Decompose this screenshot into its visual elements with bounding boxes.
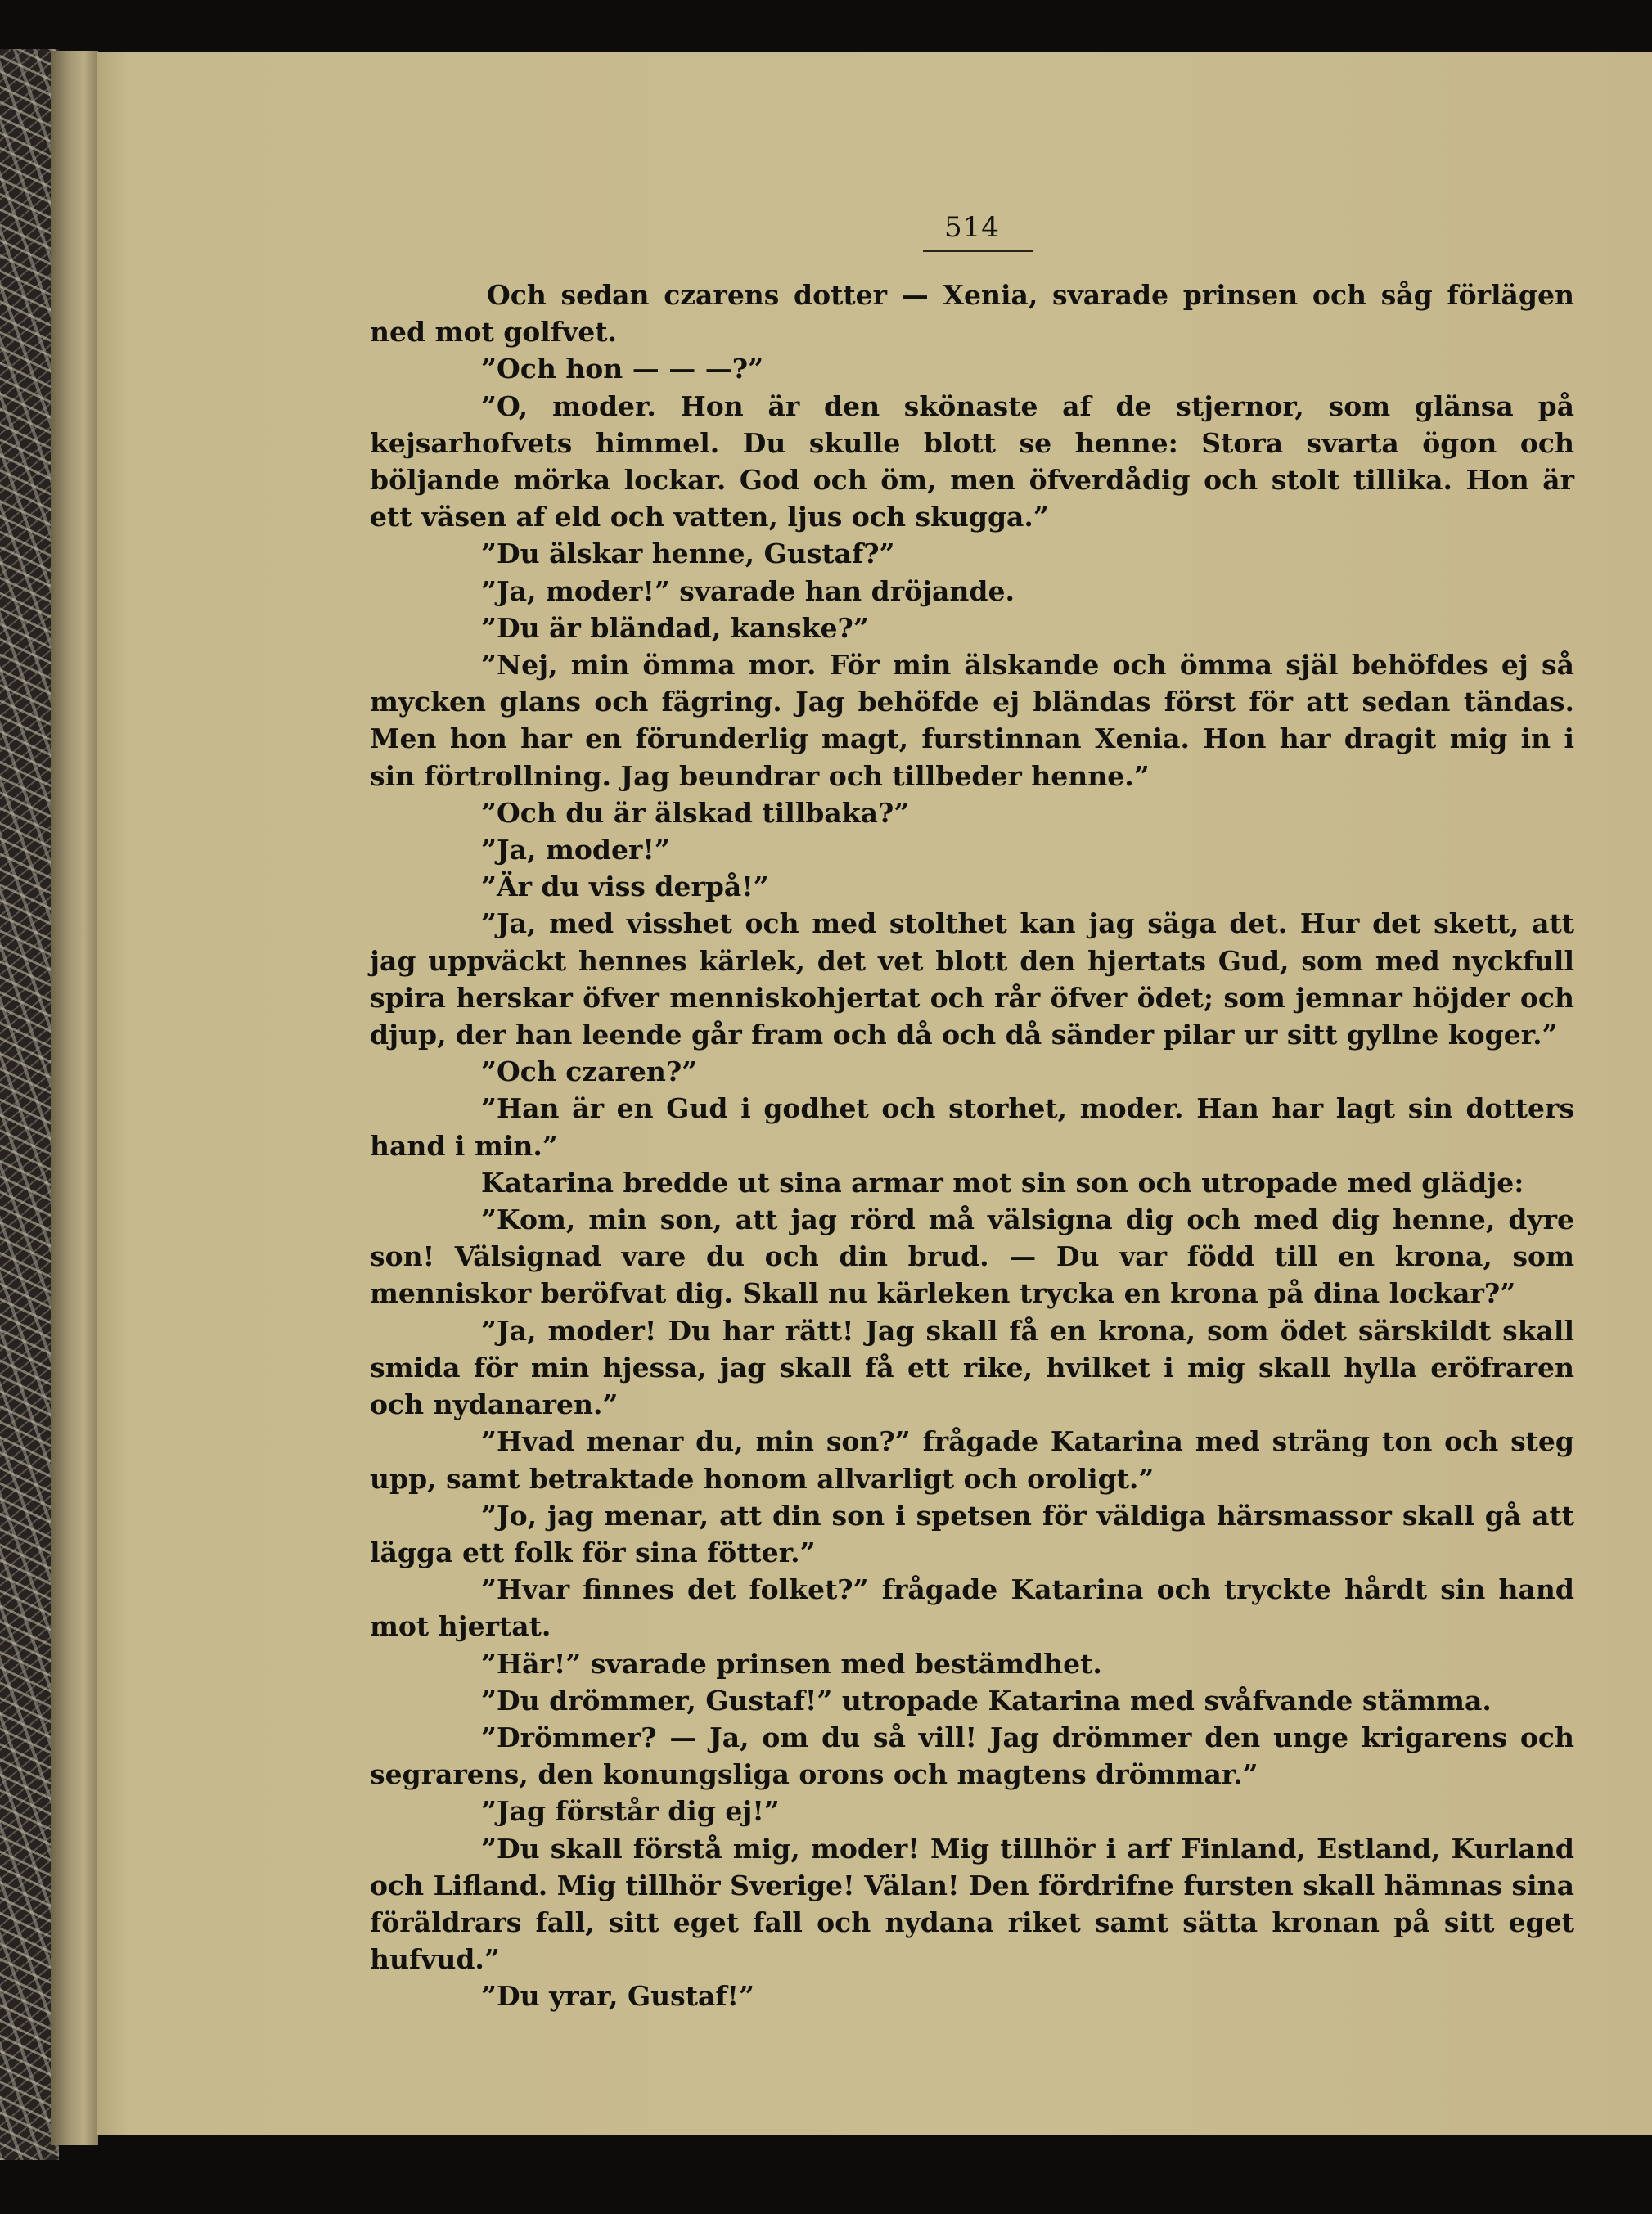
paragraph: ”Drömmer? — Ja, om du så vill! Jag drömmer den unge krigarens och segrarens, den konungsliga orons och magtens drömmar.” xyxy=(370,1721,1574,1791)
paragraph: ”Jag förstår dig ej!” xyxy=(481,1795,780,1828)
paragraph: ”Hvad menar du, min son?” frågade Katarina med sträng ton och steg upp, samt betraktade honom allvarligt och oroligt.” xyxy=(370,1425,1574,1495)
paragraph: ”Och czaren?” xyxy=(481,1055,698,1088)
paragraph: ”Kom, min son, att jag rörd må välsigna dig och med dig henne, dyre son! Välsignad vare du och din brud. — Du var född till en krona, som menniskor beröfvat dig. Skall nu kärleken trycka en krona på dina lockar?” xyxy=(370,1204,1574,1310)
paragraph: Och sedan czarens dotter — Xenia, svarade prinsen och såg förlägen ned mot golfvet. xyxy=(370,279,1574,349)
paragraph: ”Han är en Gud i godhet och storhet, moder. Han har lagt sin dotters hand i min.” xyxy=(370,1092,1574,1162)
paragraph: ”Hvar finnes det folket?” frågade Katarina och tryckte hårdt sin hand mot hjertat. xyxy=(370,1573,1574,1643)
paragraph: ”Du yrar, Gustaf!” xyxy=(481,1980,755,2013)
book-board-edge xyxy=(51,51,98,2145)
paragraph: ”Du är bländad, kanske?” xyxy=(481,611,869,644)
paragraph: ”Jo, jag menar, att din son i spetsen för väldiga härsmassor skall gå att lägga ett folk för sina fötter.” xyxy=(370,1499,1574,1568)
paragraph: ”Här!” svarade prinsen med bestämdhet. xyxy=(481,1647,1102,1680)
paragraph: ”Ja, moder!” svarade han dröjande. xyxy=(481,574,1015,607)
paragraph: ”Du älskar henne, Gustaf?” xyxy=(481,538,895,570)
page-number-rule xyxy=(923,250,1033,252)
paragraph: ”Du skall förstå mig, moder! Mig tillhör i arf Finland, Estland, Kurland och Lifland. Mig tillhör Sverige! Välan! Den fördrifne fursten skall hämnas sina föräldrars fall, sitt eget fall och nydana riket samt sätta kronan på sitt eget hufvud.” xyxy=(370,1832,1574,1976)
paragraph: ”Och du är älskad tillbaka?” xyxy=(481,796,910,829)
body-text xyxy=(370,277,1574,2015)
page-number: 514 xyxy=(944,211,1000,244)
paragraph: ”Ja, moder! Du har rätt! Jag skall få en krona, som ödet särskildt skall smida för min hjessa, jag skall få ett rike, hvilket i mig skall hylla eröfraren och nydanaren.” xyxy=(370,1314,1574,1421)
paragraph: ”Ja, moder!” xyxy=(481,834,670,866)
paragraph: ”Ja, med visshet och med stolthet kan jag säga det. Hur det skett, att jag uppväckt hennes kärlek, det vet blott den hjertats Gud, som med nyckfull spira herskar öfver menniskohjertat och rår öfver ödet; som jemnar höjder och djup, der han leende går fram och då och då sänder pilar ur sitt gyllne koger.” xyxy=(370,907,1574,1051)
paragraph: ”O, moder. Hon är den skönaste af de stjernor, som glänsa på kejsarhofvets himmel. Du skulle blott se henne: Stora svarta ögon och böljande mörka lockar. God och öm, men öfverdådig och stolt tillika. Hon är ett väsen af eld och vatten, ljus och skugga.” xyxy=(370,389,1574,533)
paragraph: Katarina bredde ut sina armar mot sin son och utropade med glädje: xyxy=(481,1166,1524,1199)
paragraph: ”Är du viss derpå!” xyxy=(481,871,769,903)
paragraph: ”Och hon — — —?” xyxy=(481,353,764,385)
paragraph: ”Du drömmer, Gustaf!” utropade Katarina med svåfvande stämma. xyxy=(481,1684,1492,1717)
paragraph: ”Nej, min ömma mor. För min älskande och ömma själ behöfdes ej så mycken glans och fägring. Jag behöfde ej bländas först för att sedan tändas. Men hon har en förunderlig magt, furstinnan Xenia. Hon har dragit mig in i sin förtrollning. Jag beundrar och tillbeder henne.” xyxy=(370,649,1574,792)
